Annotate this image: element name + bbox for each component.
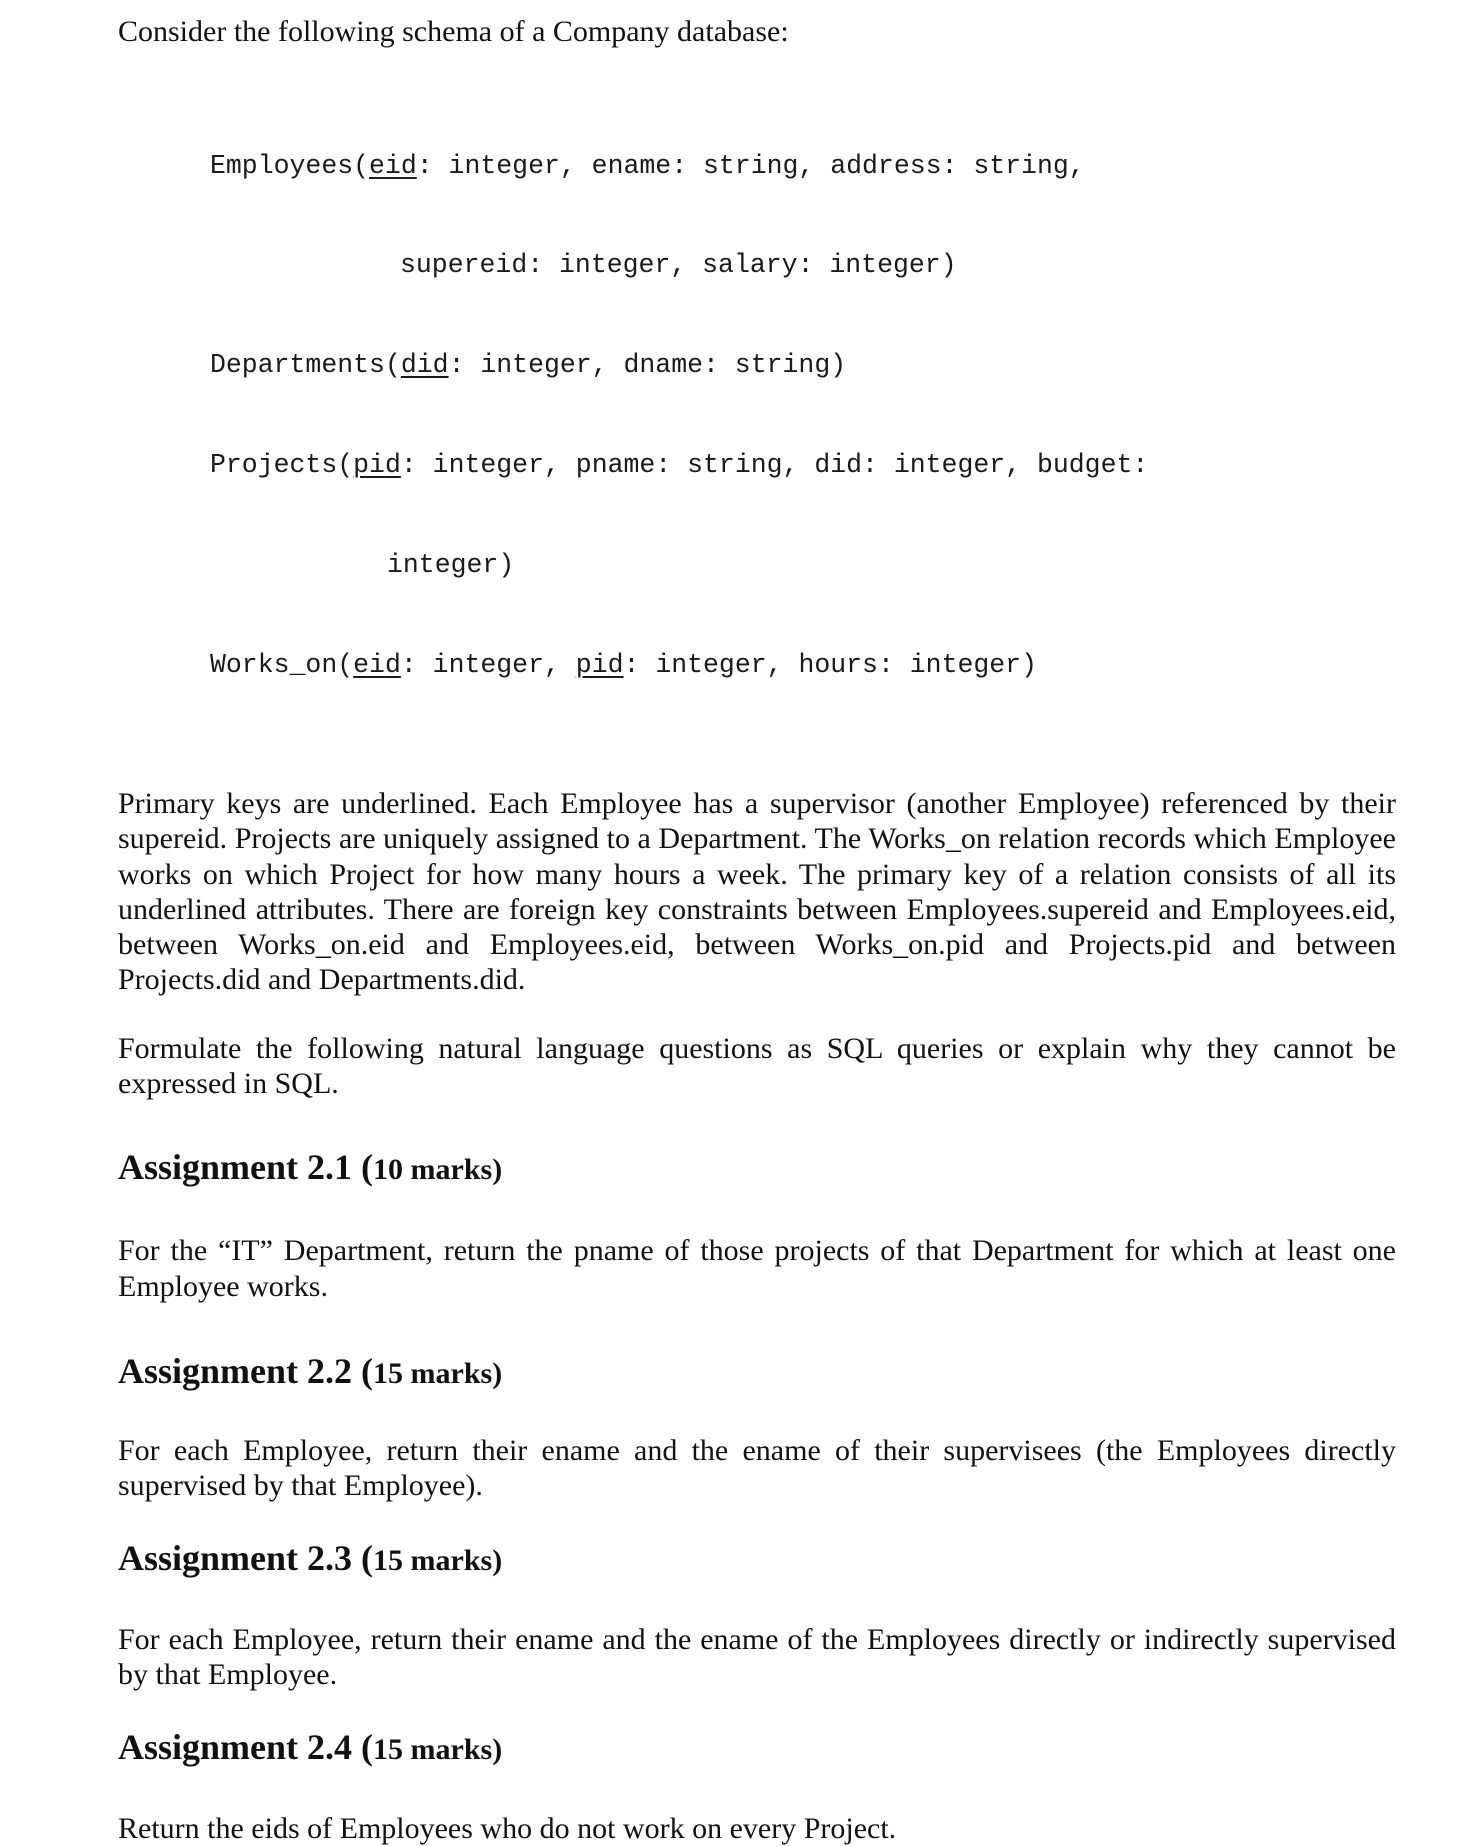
assignment-marks: 15 marks) <box>373 1733 503 1767</box>
paren: ( <box>361 1147 374 1188</box>
assignment-question-2-1: For the “IT” Department, return the pname of those projects of that Department for which at least one Employee works. <box>118 1234 1396 1303</box>
schema-attrs: : integer, hours: integer) <box>623 650 1037 681</box>
assignment-title: Assignment 2.2 <box>118 1350 362 1391</box>
schema-attrs: : integer, pname: string, did: integer, budget: <box>400 450 1149 481</box>
primary-key-pid: pid <box>353 450 401 481</box>
assignment-question-2-3: For each Employee, return their ename and the ename of the Employees directly or indirectly supervised by that Employee. <box>118 1622 1396 1691</box>
instructions-paragraph: Formulate the following natural language questions as SQL queries or explain why they cannot be expressed in SQL. <box>118 1031 1396 1101</box>
assignment-title: Assignment 2.4 <box>118 1727 362 1768</box>
paren: ( <box>361 1537 374 1578</box>
paren: ( <box>353 150 370 181</box>
paren: ( <box>384 350 401 381</box>
primary-key-eid: eid <box>353 650 401 681</box>
schema-attrs: : integer, ename: string, address: string, <box>416 150 1085 181</box>
schema-works-on-line <box>210 649 1396 682</box>
schema-attrs: : integer, <box>400 650 576 681</box>
assignment-heading-2-2 <box>118 1350 1396 1395</box>
assignment-heading-2-1 <box>118 1146 1396 1191</box>
paren: ( <box>337 450 354 481</box>
assignment-title: Assignment 2.1 <box>118 1147 362 1188</box>
assignment-marks: 15 marks) <box>373 1356 503 1390</box>
schema-employees-line2: supereid: integer, salary: integer) <box>400 250 957 281</box>
assignment-question-2-2: For each Employee, return their ename and the ename of their supervisees (the Employees directly supervised by that Employee). <box>118 1433 1396 1503</box>
paren: ( <box>361 1350 374 1391</box>
schema-projects-line1 <box>210 449 1396 482</box>
intro-text: Consider the following schema of a Company database: <box>118 15 789 48</box>
assignment-marks: 10 marks) <box>373 1153 503 1187</box>
primary-key-eid: eid <box>369 150 417 181</box>
paren: ( <box>337 650 354 681</box>
relation-name-works-on: Works_on <box>210 650 338 681</box>
schema-block <box>210 83 1396 749</box>
assignment-heading-2-3 <box>118 1537 1396 1582</box>
schema-attrs: : integer, dname: string) <box>448 350 847 381</box>
schema-employees-line1 <box>210 150 1396 183</box>
assignment-heading-2-4 <box>118 1726 1396 1771</box>
schema-projects-line2: integer) <box>387 550 515 581</box>
relation-name-projects: Projects <box>210 450 338 481</box>
paren: ( <box>361 1727 374 1768</box>
assignment-title: Assignment 2.3 <box>118 1537 362 1578</box>
primary-key-did: did <box>400 350 449 381</box>
relation-name-employees: Employees <box>210 150 354 181</box>
primary-key-pid: pid <box>575 650 624 681</box>
assignment-question-2-4: Return the eids of Employees who do not work on every Project. <box>118 1812 897 1846</box>
document-page <box>118 14 1396 1846</box>
description-paragraph: Primary keys are underlined. Each Employee has a supervisor (another Employee) referenced by their supereid. Projects are uniquely assigned to a Department. The Works_on relation records which Employee works on which Project for how many hours a week. The primary key of a relation consists of all its underlined attributes. There are foreign key constraints between Employees.supereid and Employees.eid, between Works_on.eid and Employees.eid, between Works_on.pid and Projects.pid and between Projects.did and Departments.did. <box>118 786 1396 997</box>
schema-departments-line <box>210 349 1396 382</box>
assignment-marks: 15 marks) <box>373 1543 503 1577</box>
relation-name-departments: Departments <box>210 350 385 381</box>
